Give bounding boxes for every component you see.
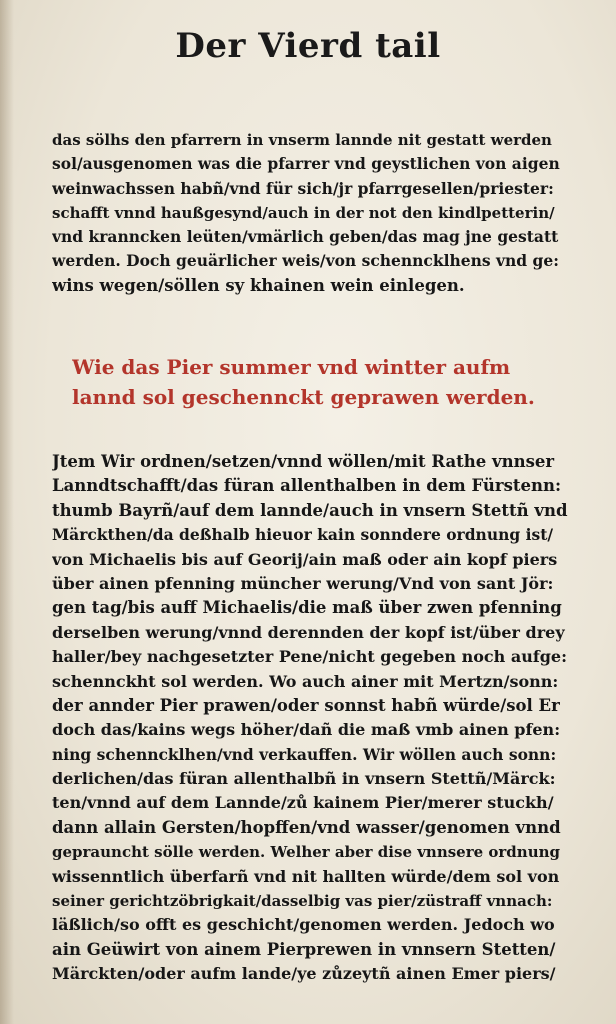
text-line: Lanndtschafft/das füran allenthalben in dem Fürstenn: <box>52 476 562 496</box>
section-heading <box>72 352 582 412</box>
text-line: dann allain Gersten/hopffen/vnd wasser/genomen vnnd <box>52 817 561 837</box>
text-line: seiner gerichtzöbrigkait/dasselbig vas pier/züstraff vnnach: <box>52 892 553 911</box>
page-gutter-shadow <box>0 0 14 1024</box>
text-line: Märckten/oder aufm lande/ye zůzeytñ ainen Emer piers/ <box>52 964 556 984</box>
text-line: sol/ausgenomen was die pfarrer vnd geystlichen von aigen <box>52 154 560 174</box>
text-line: Märckthen/da deßhalb hieuor kain sonndere ordnung ist/ <box>52 525 554 545</box>
text-line: schafft vnnd haußgesynd/auch in der not den kindlpetterin/ <box>52 203 555 222</box>
running-head: Der Vierd tail <box>175 26 441 66</box>
text-line: über ainen pfenning müncher werung/Vnd von sant Jör: <box>52 573 554 593</box>
text-line: thumb Bayrñ/auf dem lannde/auch in vnsern Stettñ vnd <box>52 500 568 520</box>
text-line: ning schenncklhen/vnd verkauffen. Wir wöllen auch sonn: <box>52 744 557 764</box>
text-line: von Michaelis bis auf Georij/ain maß oder ain kopf piers <box>52 549 558 569</box>
text-line: Jtem Wir ordnen/setzen/vnnd wöllen/mit Rathe vnnser <box>52 452 555 471</box>
text-line: geprauncht sölle werden. Welher aber dise vnnsere ordnung <box>52 843 560 862</box>
text-line: ten/vnnd auf dem Lannde/zů kainem Pier/merer stuckh/ <box>52 793 554 813</box>
intro-paragraph <box>52 128 568 298</box>
text-line: läßlich/so offt es geschicht/genomen werden. Jedoch wo <box>52 915 555 935</box>
text-line: schennckht sol werden. Wo auch ainer mit Mertzn/sonn: <box>52 671 559 691</box>
text-line: derlichen/das füran allenthalbñ in vnsern Stettñ/Märck: <box>52 769 556 789</box>
text-line: der annder Pier prawen/oder sonnst habñ würde/sol Er <box>52 695 560 715</box>
text-line: doch das/kains wegs höher/dañ die maß vmb ainen pfen: <box>52 720 561 740</box>
text-line: wins wegen/söllen sy khainen wein einlegen. <box>52 275 465 295</box>
text-line: haller/bey nachgesetzter Pene/nicht gegeben noch aufge: <box>52 647 568 667</box>
text-line: vnd kranncken leüten/vmärlich geben/das mag jne gestatt <box>52 227 559 247</box>
body-paragraph <box>52 450 568 987</box>
text-line: ain Geüwirt von ainem Pierprewen in vnnsern Stetten/ <box>52 939 556 959</box>
text-line: weinwachssen habñ/vnd für sich/jr pfarrgesellen/priester: <box>52 178 554 198</box>
text-line: gen tag/bis auff Michaelis/die maß über zwen pfenning <box>52 598 562 618</box>
text-line: derselben werung/vnnd derennden der kopf ist/über drey <box>52 622 565 642</box>
text-line: werden. Doch geuärlicher weis/von schenncklhens vnd ge: <box>52 251 559 271</box>
text-line: wissenntlich überfarñ vnd nit hallten würde/dem sol von <box>52 866 560 886</box>
heading-line: lannd sol geschennckt geprawen werden. <box>72 385 535 409</box>
heading-line: Wie das Pier summer vnd wintter aufm <box>72 355 511 379</box>
text-line: das sölhs den pfarrern in vnserm lannde nit gestatt werden <box>52 131 552 149</box>
